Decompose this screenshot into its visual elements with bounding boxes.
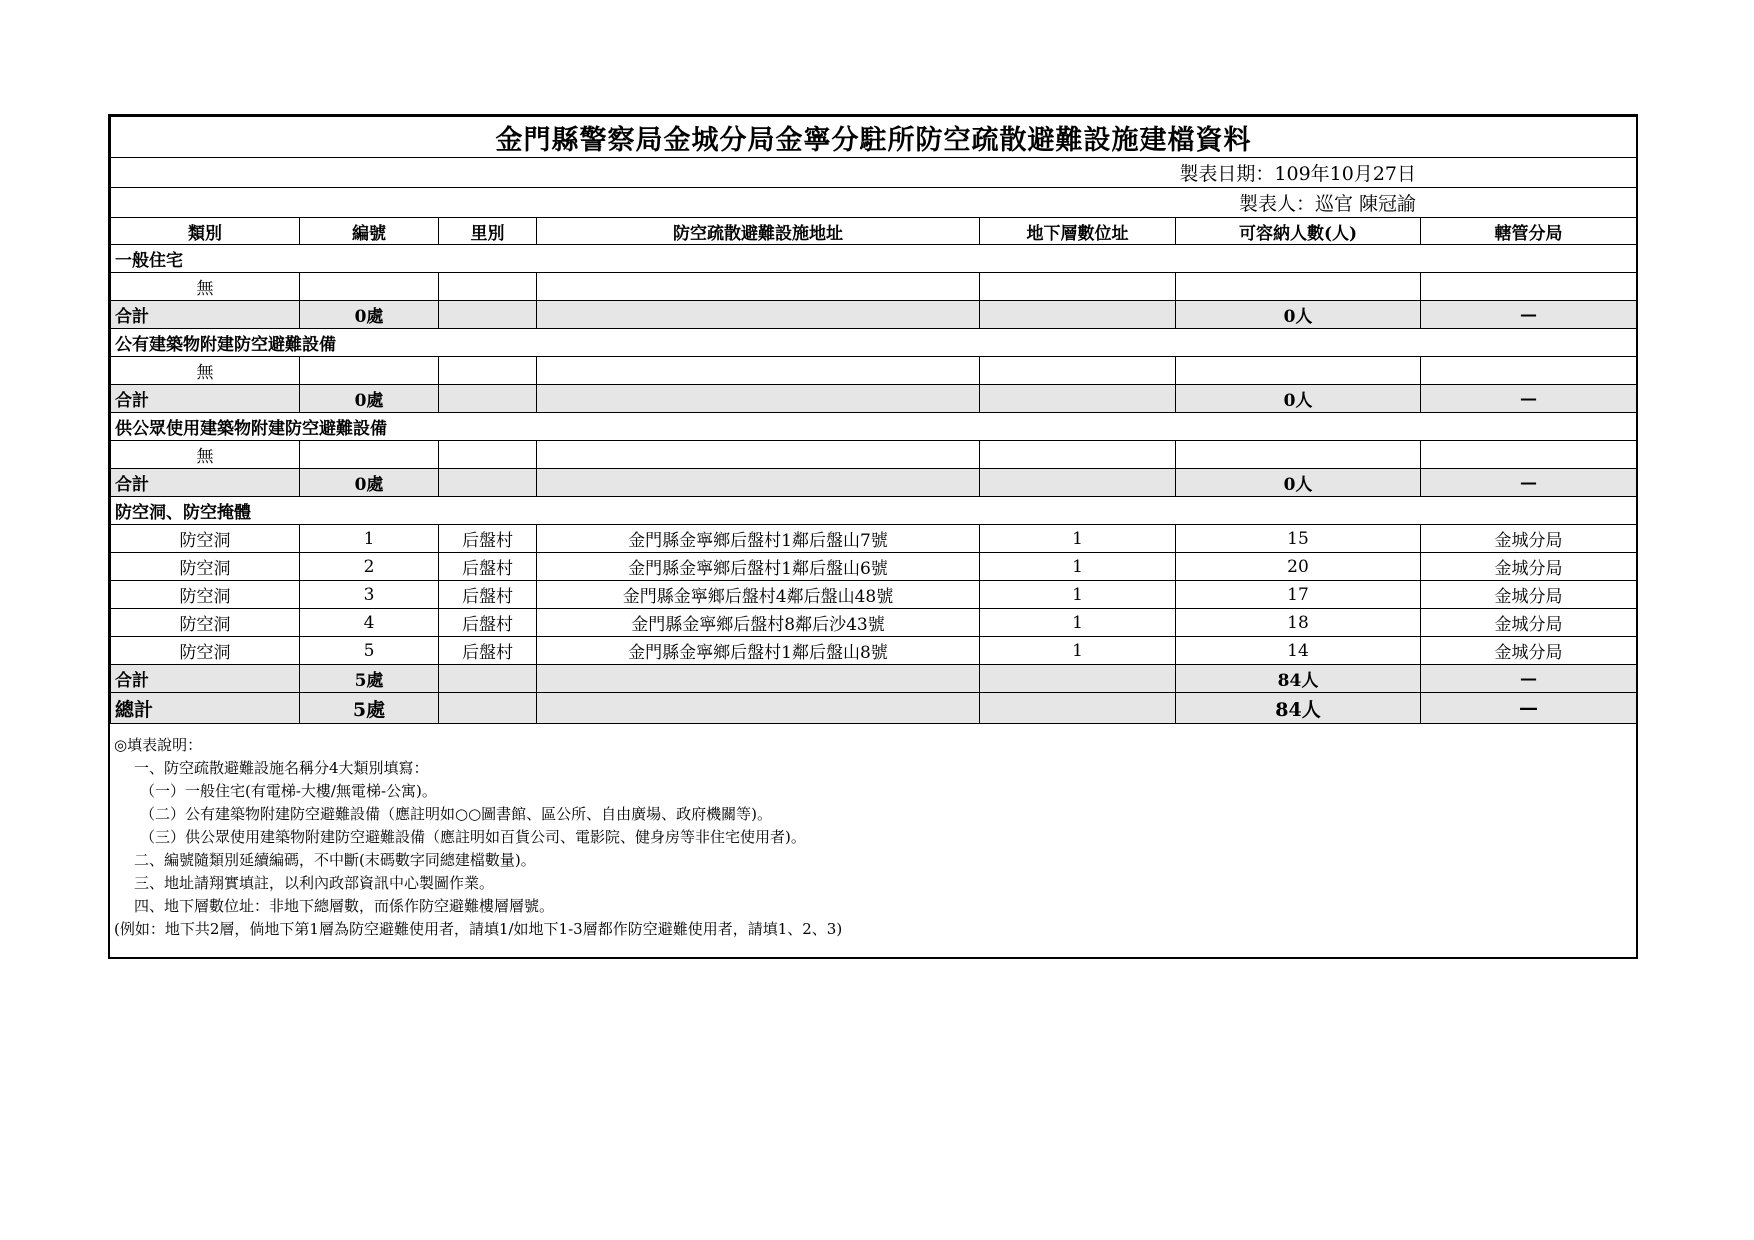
grand-total-count: 5處	[300, 693, 439, 724]
table-header	[111, 218, 1637, 245]
subtotal-row	[111, 469, 1637, 497]
row-floor: 1	[980, 637, 1176, 665]
note-item: （一）一般住宅(有電梯-大樓/無電梯-公寓)。	[140, 782, 437, 800]
row-village: 后盤村	[439, 553, 537, 581]
row-floor: 1	[980, 553, 1176, 581]
note-item: 一、防空疏散避難設施名稱分4大類別填寫：	[134, 759, 429, 777]
page-title: 金門縣警察局金城分局金寧分駐所防空疏散避難設施建檔資料	[111, 117, 1637, 158]
subtotal-count: 0處	[300, 469, 439, 497]
note-item: 二、編號隨類別延續編碼，不中斷(末碼數字同總建檔數量)。	[134, 851, 536, 869]
subtotal-dept: —	[1421, 301, 1637, 329]
row-floor: 1	[980, 609, 1176, 637]
header-village: 里別	[439, 218, 537, 245]
note-item: （三）供公眾使用建築物附建防空避難設備（應註明如百貨公司、電影院、健身房等非住宅使用者)。	[140, 828, 806, 846]
table-row	[111, 357, 1637, 385]
row-capacity: 20	[1176, 553, 1421, 581]
row-capacity: 14	[1176, 637, 1421, 665]
header-basement-floor: 地下層數位址	[980, 218, 1176, 245]
row-type: 防空洞	[111, 609, 300, 637]
subtotal-people: 0人	[1176, 385, 1421, 413]
note-item: 四、地下層數位址：非地下總層數，而係作防空避難樓層層號。	[134, 897, 555, 915]
section-title: 防空洞、防空掩體	[111, 497, 1637, 525]
shelter-table	[110, 116, 1637, 724]
subtotal-label: 合計	[111, 469, 300, 497]
row-type: 防空洞	[111, 525, 300, 553]
empty-label: 無	[111, 441, 300, 469]
row-number: 2	[300, 553, 439, 581]
row-number: 5	[300, 637, 439, 665]
row-department: 金城分局	[1421, 609, 1637, 637]
subtotal-dept: —	[1421, 469, 1637, 497]
table-row	[111, 581, 1637, 609]
row-capacity: 18	[1176, 609, 1421, 637]
subtotal-row	[111, 665, 1637, 693]
grand-total-row	[111, 693, 1637, 724]
table-row	[111, 609, 1637, 637]
row-number: 3	[300, 581, 439, 609]
table-row	[111, 525, 1637, 553]
table-row	[111, 553, 1637, 581]
row-department: 金城分局	[1421, 581, 1637, 609]
subtotal-people: 0人	[1176, 301, 1421, 329]
subtotal-row	[111, 301, 1637, 329]
row-capacity: 15	[1176, 525, 1421, 553]
row-department: 金城分局	[1421, 637, 1637, 665]
section-title: 供公眾使用建築物附建防空避難設備	[111, 413, 1637, 441]
header-address: 防空疏散避難設施地址	[537, 218, 980, 245]
section-title: 公有建築物附建防空避難設備	[111, 329, 1637, 357]
subtotal-count: 0處	[300, 385, 439, 413]
empty-label: 無	[111, 357, 300, 385]
subtotal-count: 5處	[300, 665, 439, 693]
row-village: 后盤村	[439, 525, 537, 553]
row-address: 金門縣金寧鄉后盤村1鄰后盤山8號	[537, 637, 980, 665]
subtotal-people: 0人	[1176, 469, 1421, 497]
preparer-name: 製表人：巡官 陳冠諭	[111, 188, 1637, 218]
subtotal-row	[111, 385, 1637, 413]
grand-total-dept: —	[1421, 693, 1637, 724]
header-number: 編號	[300, 218, 439, 245]
row-address: 金門縣金寧鄉后盤村8鄰后沙43號	[537, 609, 980, 637]
prepared-date: 製表日期：109年10月27日	[111, 158, 1637, 188]
instructions-heading: ◎填表說明：	[114, 736, 203, 754]
table-row	[111, 637, 1637, 665]
grand-total-people: 84人	[1176, 693, 1421, 724]
subtotal-label: 合計	[111, 665, 300, 693]
row-department: 金城分局	[1421, 525, 1637, 553]
subtotal-people: 84人	[1176, 665, 1421, 693]
row-address: 金門縣金寧鄉后盤村1鄰后盤山6號	[537, 553, 980, 581]
header-department: 轄管分局	[1421, 218, 1637, 245]
row-type: 防空洞	[111, 637, 300, 665]
subtotal-label: 合計	[111, 301, 300, 329]
row-village: 后盤村	[439, 637, 537, 665]
instructions	[110, 724, 1636, 957]
table-row	[111, 441, 1637, 469]
row-capacity: 17	[1176, 581, 1421, 609]
row-number: 4	[300, 609, 439, 637]
section-title: 一般住宅	[111, 245, 1637, 273]
row-village: 后盤村	[439, 581, 537, 609]
note-item: （二）公有建築物附建防空避難設備（應註明如○○圖書館、區公所、自由廣場、政府機關等)。	[140, 805, 773, 823]
subtotal-dept: —	[1421, 665, 1637, 693]
note-item: (例如：地下共2層，倘地下第1層為防空避難使用者，請填1/如地下1-3層都作防空避難使用者，請填1、2、3)	[114, 920, 843, 938]
header-capacity: 可容納人數(人)	[1176, 218, 1421, 245]
subtotal-dept: —	[1421, 385, 1637, 413]
row-address: 金門縣金寧鄉后盤村1鄰后盤山7號	[537, 525, 980, 553]
subtotal-count: 0處	[300, 301, 439, 329]
grand-total-label: 總計	[111, 693, 300, 724]
row-village: 后盤村	[439, 609, 537, 637]
row-floor: 1	[980, 525, 1176, 553]
header-category: 類別	[111, 218, 300, 245]
note-item: 三、地址請翔實填註，以利內政部資訊中心製圖作業。	[134, 874, 495, 892]
row-floor: 1	[980, 581, 1176, 609]
row-department: 金城分局	[1421, 553, 1637, 581]
row-address: 金門縣金寧鄉后盤村4鄰后盤山48號	[537, 581, 980, 609]
empty-label: 無	[111, 273, 300, 301]
row-type: 防空洞	[111, 581, 300, 609]
row-number: 1	[300, 525, 439, 553]
subtotal-label: 合計	[111, 385, 300, 413]
table-row	[111, 273, 1637, 301]
shelter-data-sheet	[108, 114, 1638, 959]
row-type: 防空洞	[111, 553, 300, 581]
